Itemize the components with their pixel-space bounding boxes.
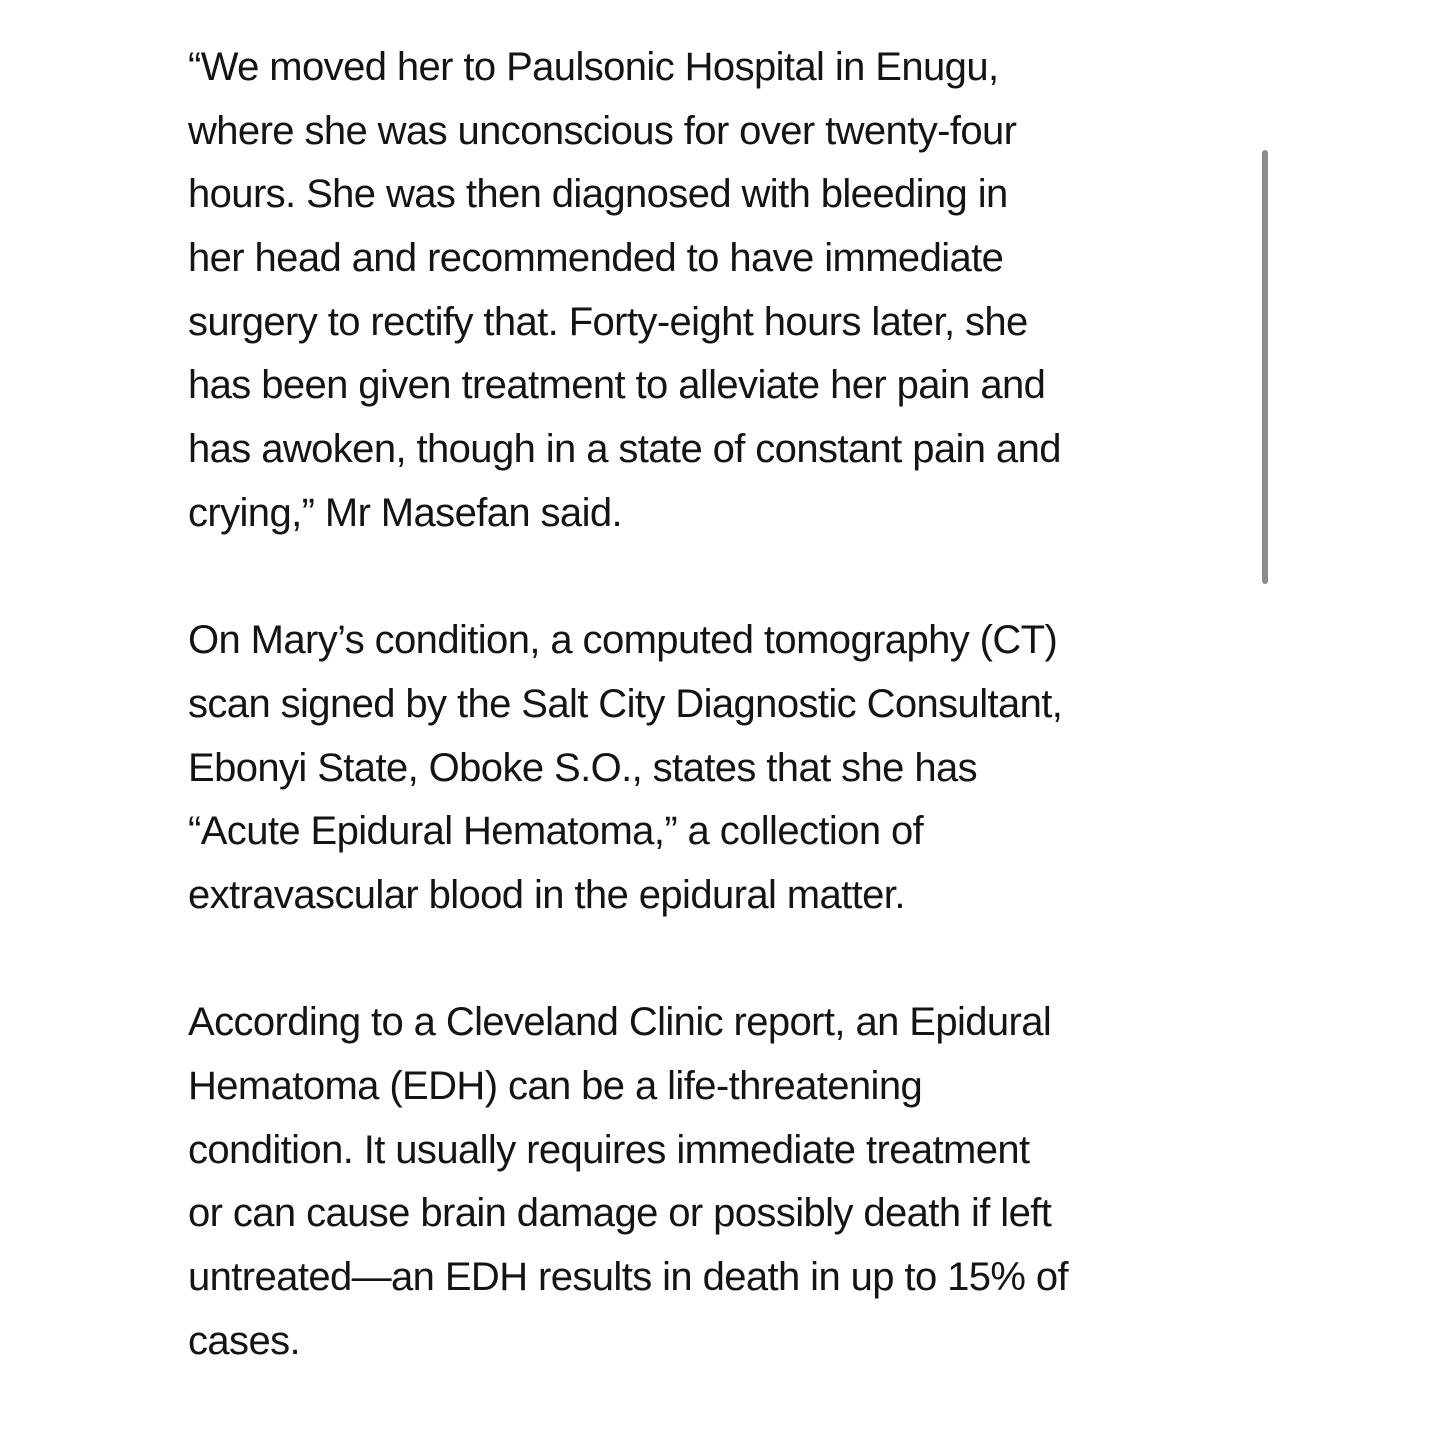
text-line: scan signed by the Salt City Diagnostic Consultant, — [188, 681, 1063, 726]
text-line: has been given treatment to alleviate her pain and — [188, 363, 1046, 408]
text-line: or can cause brain damage or possibly death if left — [188, 1191, 1052, 1236]
text-line: Hematoma (EDH) can be a life-threatening — [188, 1064, 923, 1108]
text-line: untreated—an EDH results in death in up to 15% of — [188, 1255, 1069, 1300]
text-line: “We moved her to Paulsonic Hospital in Enugu, — [188, 45, 999, 89]
text-line: surgery to rectify that. Forty-eight hours later, she — [188, 299, 1028, 344]
text-line: Ebonyi State, Oboke S.O., states that she has — [188, 745, 978, 790]
text-line: According to a Cleveland Clinic report, an Epidural — [188, 1000, 1052, 1045]
article-body — [188, 36, 1256, 1373]
text-line: hours. She was then diagnosed with bleeding in — [188, 172, 1008, 217]
text-line: crying,” Mr Masefan said. — [188, 490, 623, 535]
text-line: condition. It usually requires immediate treatment — [188, 1127, 1030, 1172]
paragraph-3 — [188, 991, 1256, 1373]
text-line: “Acute Epidural Hematoma,” a collection of — [188, 809, 924, 854]
text-line: where she was unconscious for over twenty-four — [188, 108, 1017, 153]
text-line: has awoken, though in a state of constant pain and — [188, 427, 1061, 472]
text-line: cases. — [188, 1318, 301, 1363]
scrollbar-thumb[interactable] — [1262, 150, 1268, 584]
text-line: her head and recommended to have immediate — [188, 236, 1004, 281]
paragraph-1 — [188, 36, 1256, 546]
text-line: On Mary’s condition, a computed tomography (CT) — [188, 618, 1058, 663]
paragraph-2 — [188, 609, 1256, 927]
text-line: extravascular blood in the epidural matter. — [188, 872, 905, 917]
